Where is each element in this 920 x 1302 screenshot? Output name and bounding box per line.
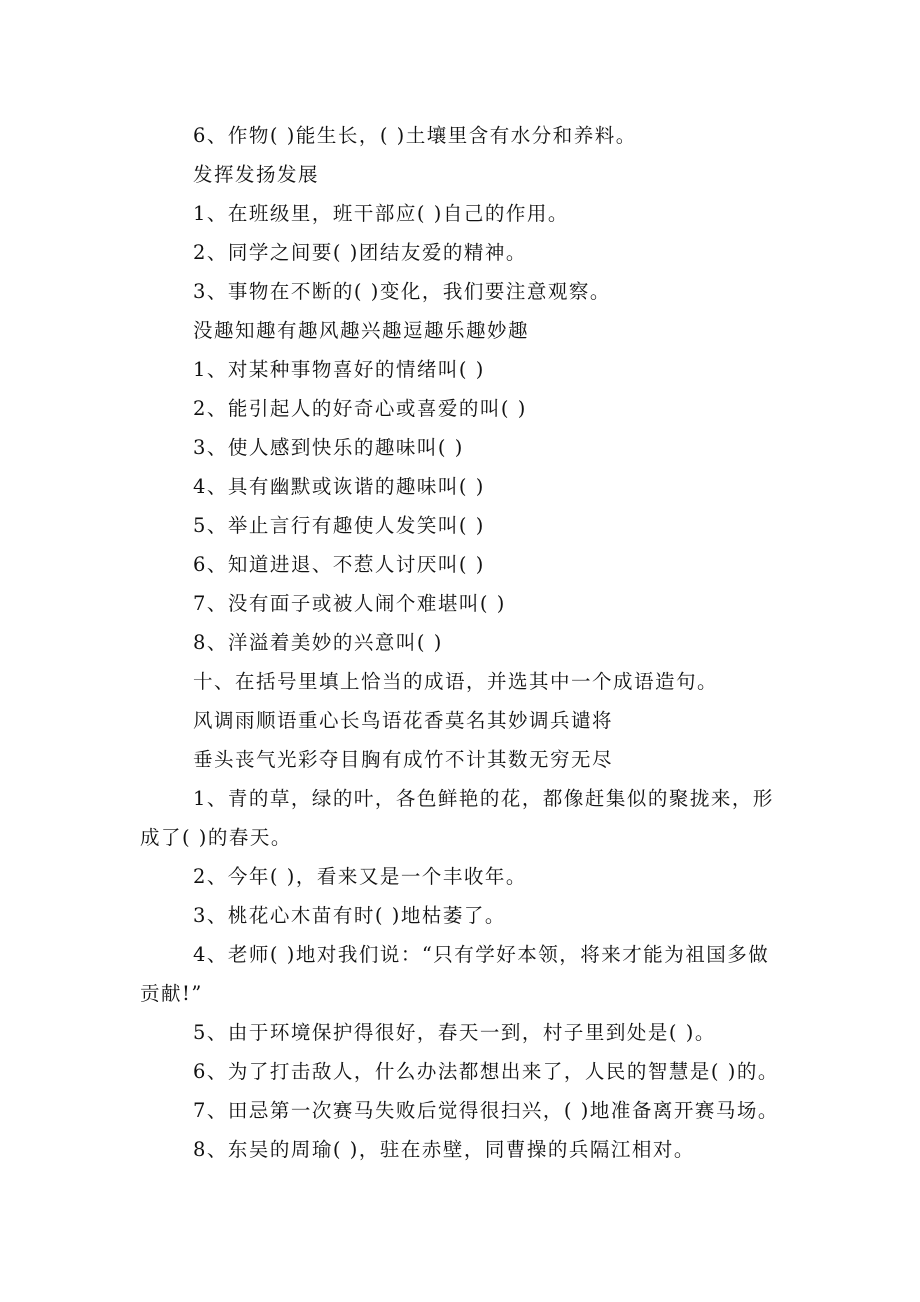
text-line: 2、今年( )，看来又是一个丰收年。 (193, 865, 527, 888)
text-line: 1、对某种事物喜好的情绪叫( ) (193, 358, 485, 381)
idiom-list: 垂头丧气光彩夺目胸有成竹不计其数无穷无尽 (193, 748, 614, 771)
text-line: 2、同学之间要( )团结友爱的精神。 (193, 241, 527, 264)
text-line: 3、桃花心木苗有时( )地枯萎了。 (193, 904, 506, 927)
word-group-heading: 发挥发扬发展 (193, 163, 320, 186)
text-line-continuation: 贡献!” (140, 982, 203, 1005)
text-line: 8、东吴的周瑜( )，驻在赤壁，同曹操的兵隔江相对。 (193, 1138, 695, 1161)
word-group-heading: 没趣知趣有趣风趣兴趣逗趣乐趣妙趣 (193, 319, 530, 342)
text-line: 8、洋溢着美妙的兴意叫( ) (193, 631, 443, 654)
text-line: 2、能引起人的好奇心或喜爱的叫( ) (193, 397, 527, 420)
text-line: 5、由于环境保护得很好，春天一到，村子里到处是( )。 (193, 1021, 716, 1044)
text-line: 4、老师( )地对我们说：“只有学好本领，将来才能为祖国多做 (193, 943, 770, 966)
text-line: 5、举止言行有趣使人发笑叫( ) (193, 514, 485, 537)
text-line: 7、没有面子或被人闹个难堪叫( ) (193, 592, 506, 615)
text-line: 6、作物( )能生长，( )土壤里含有水分和养料。 (193, 124, 637, 147)
text-line: 1、在班级里，班干部应( )自己的作用。 (193, 202, 569, 225)
text-line: 3、使人感到快乐的趣味叫( ) (193, 436, 464, 459)
text-line: 6、为了打击敌人，什么办法都想出来了，人民的智慧是( )的。 (193, 1060, 779, 1083)
text-line: 6、知道进退、不惹人讨厌叫( ) (193, 553, 485, 576)
text-line: 7、田忌第一次赛马失败后觉得很扫兴，( )地准备离开赛马场。 (193, 1099, 779, 1122)
text-line: 3、事物在不断的( )变化，我们要注意观察。 (193, 280, 611, 303)
text-line-continuation: 成了( )的春天。 (140, 826, 292, 849)
section-heading: 十、在括号里填上恰当的成语，并选其中一个成语造句。 (193, 670, 719, 693)
idiom-list: 风调雨顺语重心长鸟语花香莫名其妙调兵谴将 (193, 709, 614, 732)
text-line: 1、青的草，绿的叶，各色鲜艳的花，都像赶集似的聚拢来，形 (193, 787, 774, 810)
document-body (140, 116, 785, 1169)
text-line: 4、具有幽默或诙谐的趣味叫( ) (193, 475, 485, 498)
